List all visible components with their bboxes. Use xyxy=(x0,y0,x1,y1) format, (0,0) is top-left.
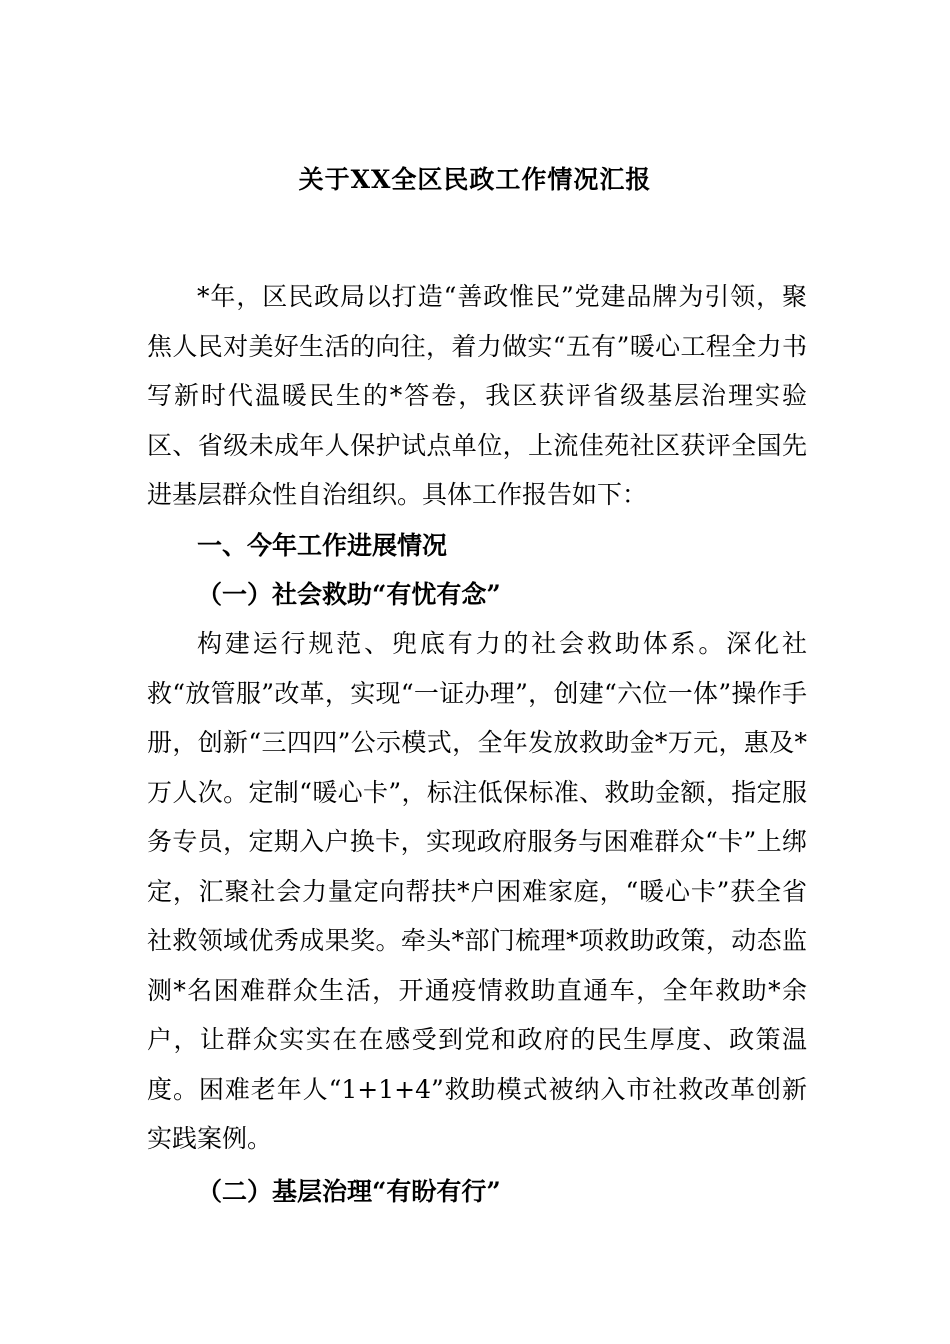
subsection-heading-1: （一）社会救助“有忧有念” xyxy=(197,580,501,609)
section-heading-1: 一、今年工作进展情况 xyxy=(197,531,448,560)
document-title: 关于XX全区民政工作情况汇报 xyxy=(298,165,652,194)
intro-paragraph: *年，区民政局以打造“善政惟民”党建品牌为引领，聚焦人民对美好生活的向往，着力做实“五有”暖心工程全力书写新时代温暖民生的*答卷，我区获评省级基层治理实验区、省级未成年人保护试点单位，上流佳苑社区获评全国先进基层群众性自治组织。具体工作报告如下： xyxy=(147,282,807,509)
subsection-heading-2: （二）基层治理“有盼有行” xyxy=(197,1177,501,1206)
social-aid-paragraph: 构建运行规范、兜底有力的社会救助体系。深化社救“放管服”改革，实现“一证办理”，创建“六位一体”操作手册，创新“三四四”公示模式，全年发放救助金*万元，惠及*万人次。定制“暖心卡”，标注低保标准、救助金额，指定服务专员，定期入户换卡，实现政府服务与困难群众“卡”上绑定，汇聚社会力量定向帮扶*户困难家庭，“暖心卡”获全省社救领域优秀成果奖。牵头*部门梳理*项救助政策，动态监测*名困难群众生活，开通疫情救助直通车，全年救助*余户，让群众实实在在感受到党和政府的民生厚度、政策温度。困难老年人“1+1+4”救助模式被纳入市社救改革创新实践案例。 xyxy=(147,629,807,1153)
